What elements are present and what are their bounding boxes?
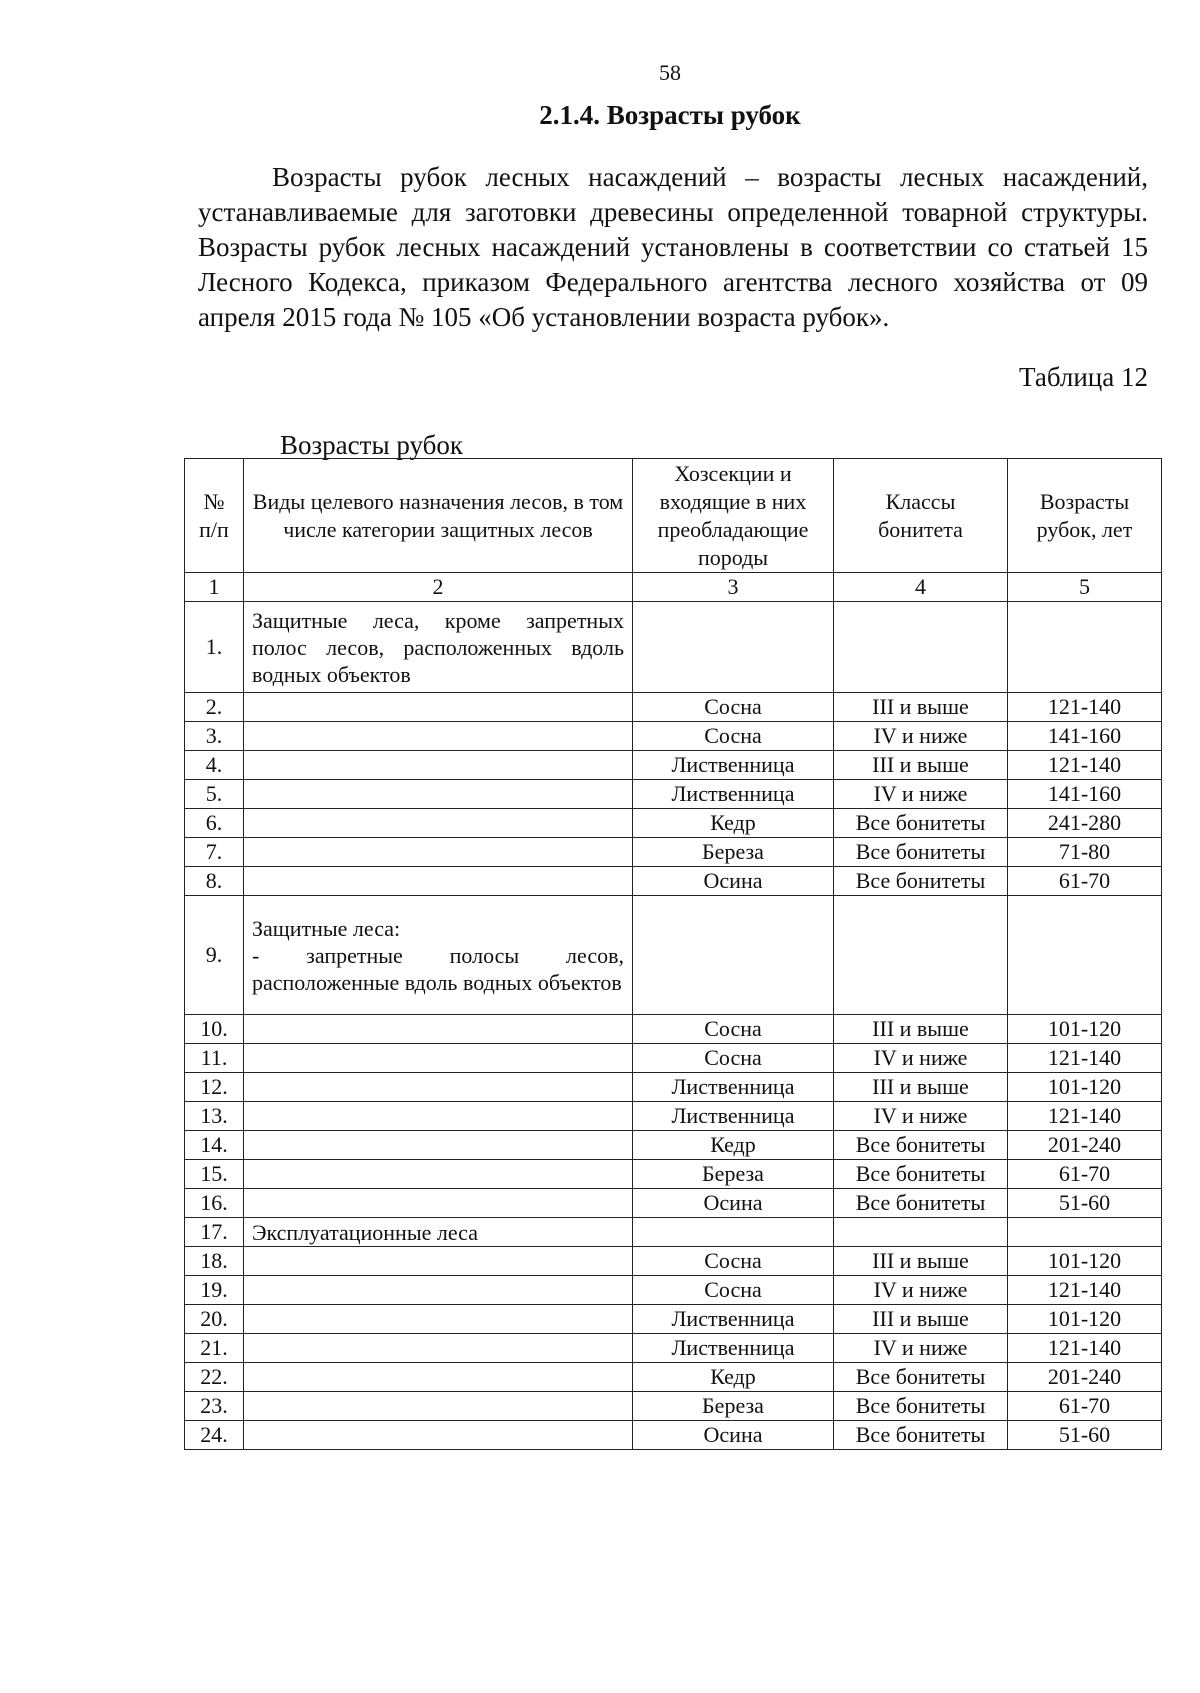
forest-purpose-cell — [244, 809, 633, 838]
row-number-cell: 22. — [185, 1363, 244, 1392]
cutting-age-cell: 61-70 — [1008, 1392, 1162, 1421]
column-number: 2 — [244, 573, 633, 602]
row-number-cell: 19. — [185, 1276, 244, 1305]
row-number-cell: 21. — [185, 1334, 244, 1363]
table-row — [185, 1392, 1162, 1421]
header-cell: Классы бонитета — [834, 459, 1008, 573]
forest-purpose-cell — [244, 1305, 633, 1334]
table-caption: Возрасты рубок — [280, 430, 463, 460]
forest-purpose-cell — [244, 1015, 633, 1044]
bonitet-class-cell: III и выше — [834, 1247, 1008, 1276]
column-number: 5 — [1008, 573, 1162, 602]
column-number: 1 — [185, 573, 244, 602]
species-cell: Сосна — [633, 1044, 834, 1073]
row-number-cell: 20. — [185, 1305, 244, 1334]
cutting-age-cell — [1008, 602, 1162, 693]
bonitet-class-cell: Все бонитеты — [834, 1160, 1008, 1189]
species-cell: Береза — [633, 1160, 834, 1189]
species-cell: Сосна — [633, 722, 834, 751]
bonitet-class-cell: Все бонитеты — [834, 1392, 1008, 1421]
row-number-cell: 10. — [185, 1015, 244, 1044]
species-cell — [633, 1218, 834, 1247]
bonitet-class-cell: IV и ниже — [834, 1276, 1008, 1305]
bonitet-class-cell: Все бонитеты — [834, 1131, 1008, 1160]
bonitet-class-cell — [834, 1218, 1008, 1247]
row-number-cell: 4. — [185, 751, 244, 780]
forest-purpose-cell — [244, 780, 633, 809]
row-number-cell: 1. — [185, 602, 244, 693]
forest-purpose-cell — [244, 1160, 633, 1189]
table-row — [185, 693, 1162, 722]
bonitet-class-cell: Все бонитеты — [834, 838, 1008, 867]
forest-purpose-cell — [244, 1102, 633, 1131]
bonitet-class-cell: IV и ниже — [834, 780, 1008, 809]
species-cell: Осина — [633, 867, 834, 896]
bonitet-class-cell: III и выше — [834, 1073, 1008, 1102]
cutting-age-cell: 121-140 — [1008, 751, 1162, 780]
species-cell: Осина — [633, 1189, 834, 1218]
species-cell — [633, 602, 834, 693]
bonitet-class-cell: IV и ниже — [834, 1044, 1008, 1073]
table-row — [185, 867, 1162, 896]
bonitet-class-cell: Все бонитеты — [834, 1421, 1008, 1450]
bonitet-class-cell: III и выше — [834, 1015, 1008, 1044]
purpose-heading: Защитные леса: — [252, 915, 401, 941]
forest-purpose-cell — [244, 838, 633, 867]
forest-purpose-cell: Эксплуатационные леса — [244, 1218, 633, 1247]
species-cell: Кедр — [633, 1363, 834, 1392]
cutting-age-cell: 201-240 — [1008, 1131, 1162, 1160]
forest-purpose-cell — [244, 867, 633, 896]
table-row — [185, 838, 1162, 867]
cutting-age-cell — [1008, 896, 1162, 1015]
bonitet-class-cell: Все бонитеты — [834, 1189, 1008, 1218]
table-row — [185, 1189, 1162, 1218]
cutting-age-cell — [1008, 1218, 1162, 1247]
species-cell: Лиственница — [633, 1334, 834, 1363]
bonitet-class-cell: III и выше — [834, 1305, 1008, 1334]
row-number-cell: 5. — [185, 780, 244, 809]
forest-purpose-cell — [244, 722, 633, 751]
cutting-age-cell: 101-120 — [1008, 1305, 1162, 1334]
row-number-cell: 12. — [185, 1073, 244, 1102]
table-row — [185, 1305, 1162, 1334]
table-row — [185, 896, 1162, 1015]
table-row — [185, 1102, 1162, 1131]
bonitet-class-cell: III и выше — [834, 693, 1008, 722]
species-cell: Сосна — [633, 693, 834, 722]
forest-purpose-cell — [244, 1392, 633, 1421]
cutting-age-cell: 101-120 — [1008, 1015, 1162, 1044]
cutting-age-cell: 71-80 — [1008, 838, 1162, 867]
row-number-cell: 16. — [185, 1189, 244, 1218]
species-cell: Сосна — [633, 1015, 834, 1044]
table-row — [185, 1363, 1162, 1392]
table-row — [185, 751, 1162, 780]
table-row — [185, 722, 1162, 751]
forest-purpose-cell — [244, 1044, 633, 1073]
column-number: 4 — [834, 573, 1008, 602]
row-number-cell: 11. — [185, 1044, 244, 1073]
species-cell: Лиственница — [633, 780, 834, 809]
species-cell: Береза — [633, 1392, 834, 1421]
header-cell: № п/п — [185, 459, 244, 573]
species-cell: Лиственница — [633, 1102, 834, 1131]
bonitet-class-cell: Все бонитеты — [834, 1363, 1008, 1392]
table-row — [185, 809, 1162, 838]
row-number-cell: 9. — [185, 896, 244, 1015]
table-label: Таблица 12 — [1019, 362, 1148, 392]
purpose-detail: - запретные полосы лесов, расположенные вдоль водных объектов — [252, 942, 624, 995]
cutting-age-cell: 121-140 — [1008, 1102, 1162, 1131]
cutting-age-cell: 141-160 — [1008, 780, 1162, 809]
forest-purpose-cell — [244, 1247, 633, 1276]
bonitet-class-cell: Все бонитеты — [834, 867, 1008, 896]
forest-purpose-cell — [244, 1276, 633, 1305]
table-row — [185, 1247, 1162, 1276]
forest-purpose-cell — [244, 751, 633, 780]
forest-purpose-cell — [244, 1189, 633, 1218]
species-cell: Сосна — [633, 1247, 834, 1276]
row-number-cell: 7. — [185, 838, 244, 867]
species-cell: Лиственница — [633, 1073, 834, 1102]
table-header-row — [185, 459, 1162, 573]
forest-purpose-cell — [244, 1421, 633, 1450]
row-number-cell: 14. — [185, 1131, 244, 1160]
forest-purpose-cell: Защитные леса, кроме запретных полос лесов, расположенных вдоль водных объектов — [244, 602, 633, 693]
table-row — [185, 1160, 1162, 1189]
bonitet-class-cell: Все бонитеты — [834, 809, 1008, 838]
cutting-age-cell: 121-140 — [1008, 1276, 1162, 1305]
forest-purpose-cell — [244, 896, 633, 1015]
header-cell: Виды целевого назначения лесов, в том числе категории защитных лесов — [244, 459, 633, 573]
page-number: 58 — [659, 60, 681, 85]
cutting-age-cell: 61-70 — [1008, 1160, 1162, 1189]
forest-purpose-cell — [244, 1363, 633, 1392]
table-row — [185, 1276, 1162, 1305]
forest-purpose-cell — [244, 1131, 633, 1160]
table-row — [185, 1015, 1162, 1044]
header-cell: Возрасты рубок, лет — [1008, 459, 1162, 573]
cutting-age-cell: 121-140 — [1008, 1334, 1162, 1363]
table-row — [185, 1334, 1162, 1363]
table-row — [185, 1218, 1162, 1247]
table-row — [185, 1044, 1162, 1073]
cutting-age-cell: 101-120 — [1008, 1247, 1162, 1276]
cutting-ages-table — [184, 458, 1162, 1450]
bonitet-class-cell: IV и ниже — [834, 1334, 1008, 1363]
table-row — [185, 1073, 1162, 1102]
cutting-age-cell: 141-160 — [1008, 722, 1162, 751]
table-row — [185, 780, 1162, 809]
table-row — [185, 1131, 1162, 1160]
species-cell: Лиственница — [633, 751, 834, 780]
cutting-age-cell: 51-60 — [1008, 1421, 1162, 1450]
forest-purpose-cell — [244, 1073, 633, 1102]
species-cell: Кедр — [633, 809, 834, 838]
intro-paragraph: Возрасты рубок лесных насаждений – возрасты лесных насаждений, устанавливаемые для заготовки древесины определенной товарной структуры. Возрасты рубок лесных насаждений установлены в соответствии со статьей 15 Лесного Кодекса, приказом Федерального агентства лесного хозяйства от 09 апреля 2015 года № 105 «Об установлении возраста рубок». — [198, 162, 1148, 332]
bonitet-class-cell — [834, 602, 1008, 693]
row-number-cell: 23. — [185, 1392, 244, 1421]
row-number-cell: 18. — [185, 1247, 244, 1276]
row-number-cell: 2. — [185, 693, 244, 722]
column-number: 3 — [633, 573, 834, 602]
table-row — [185, 1421, 1162, 1450]
cutting-age-cell: 51-60 — [1008, 1189, 1162, 1218]
row-number-cell: 17. — [185, 1218, 244, 1247]
table-row — [185, 602, 1162, 693]
cutting-age-cell: 241-280 — [1008, 809, 1162, 838]
bonitet-class-cell: IV и ниже — [834, 1102, 1008, 1131]
forest-purpose-cell — [244, 1334, 633, 1363]
species-cell: Береза — [633, 838, 834, 867]
column-numbers-row — [185, 573, 1162, 602]
forest-purpose-cell — [244, 693, 633, 722]
row-number-cell: 15. — [185, 1160, 244, 1189]
species-cell: Сосна — [633, 1276, 834, 1305]
row-number-cell: 13. — [185, 1102, 244, 1131]
section-title: 2.1.4. Возрасты рубок — [539, 100, 801, 130]
bonitet-class-cell — [834, 896, 1008, 1015]
row-number-cell: 8. — [185, 867, 244, 896]
species-cell: Осина — [633, 1421, 834, 1450]
species-cell: Лиственница — [633, 1305, 834, 1334]
species-cell — [633, 896, 834, 1015]
species-cell: Кедр — [633, 1131, 834, 1160]
row-number-cell: 24. — [185, 1421, 244, 1450]
cutting-age-cell: 101-120 — [1008, 1073, 1162, 1102]
cutting-age-cell: 121-140 — [1008, 1044, 1162, 1073]
bonitet-class-cell: IV и ниже — [834, 722, 1008, 751]
bonitet-class-cell: III и выше — [834, 751, 1008, 780]
cutting-age-cell: 121-140 — [1008, 693, 1162, 722]
row-number-cell: 6. — [185, 809, 244, 838]
header-cell: Хозсекции и входящие в них преобладающие породы — [633, 459, 834, 573]
cutting-age-cell: 61-70 — [1008, 867, 1162, 896]
cutting-age-cell: 201-240 — [1008, 1363, 1162, 1392]
row-number-cell: 3. — [185, 722, 244, 751]
